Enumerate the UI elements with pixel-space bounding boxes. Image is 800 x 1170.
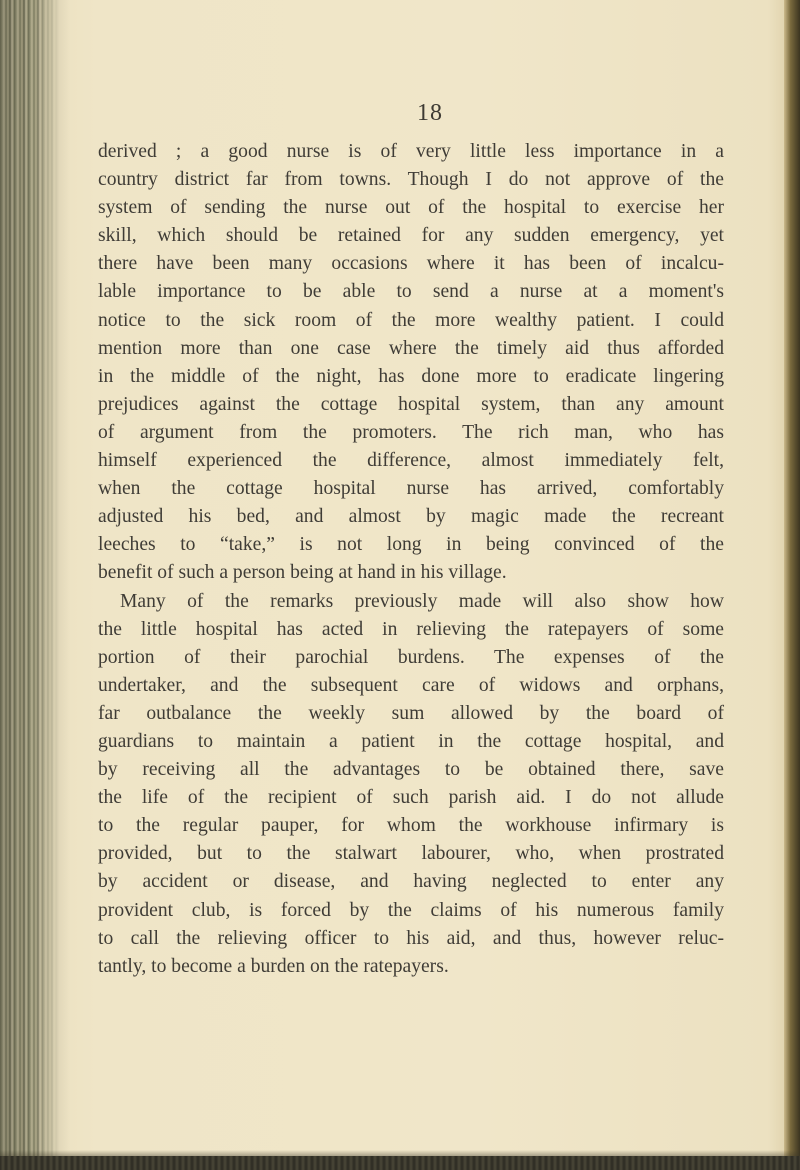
- text-line: the little hospital has acted in relieving the ratepayers of some: [98, 618, 724, 640]
- text-line: provident club, is forced by the claims of his numerous family: [98, 899, 724, 921]
- gutter-shadow: [0, 0, 70, 1170]
- text-line: when the cottage hospital nurse has arrived, comfortably: [98, 478, 724, 500]
- page-right-edge: [784, 0, 800, 1170]
- text-line: there have been many occasions where it has been of incalcu-: [98, 253, 724, 275]
- text-line: provided, but to the stalwart labourer, who, when prostrated: [98, 843, 724, 865]
- text-line: by receiving all the advantages to be obtained there, save: [98, 759, 724, 781]
- text-line: notice to the sick room of the more wealthy patient. I could: [98, 309, 724, 331]
- text-line: skill, which should be retained for any sudden emergency, yet: [98, 225, 724, 247]
- text-line: to call the relieving officer to his aid, and thus, however reluc-: [98, 927, 724, 949]
- text-line: prejudices against the cottage hospital system, than any amount: [98, 393, 724, 415]
- text-line: lable importance to be able to send a nurse at a moment's: [98, 281, 724, 303]
- text-line: of argument from the promoters. The rich man, who has: [98, 421, 724, 443]
- page-number: 18: [417, 100, 443, 126]
- text-line: by accident or disease, and having neglected to enter any: [98, 871, 724, 893]
- text-line: portion of their parochial burdens. The expenses of the: [98, 646, 724, 668]
- text-line: tantly, to become a burden on the ratepayers.: [98, 955, 449, 977]
- text-line: mention more than one case where the timely aid thus afforded: [98, 337, 724, 359]
- text-line: country district far from towns. Though I do not approve of the: [98, 169, 724, 191]
- text-line: to the regular pauper, for whom the workhouse infirmary is: [98, 815, 724, 837]
- text-line: Many of the remarks previously made will also show how: [120, 590, 724, 612]
- text-line: system of sending the nurse out of the hospital to exercise her: [98, 197, 724, 219]
- text-line: derived ; a good nurse is of very little less importance in a: [98, 141, 724, 162]
- page-bottom-edge: [0, 1156, 800, 1170]
- text-line: far outbalance the weekly sum allowed by the board of: [98, 702, 724, 724]
- text-line: benefit of such a person being at hand in his village.: [98, 562, 507, 584]
- text-line: guardians to maintain a patient in the cottage hospital, and: [98, 730, 724, 752]
- body-text: [98, 138, 724, 981]
- text-line: the life of the recipient of such parish aid. I do not allude: [98, 787, 724, 809]
- text-line: undertaker, and the subsequent care of widows and orphans,: [98, 674, 724, 696]
- text-line: in the middle of the night, has done more to eradicate lingering: [98, 365, 724, 387]
- text-line: himself experienced the difference, almost immediately felt,: [98, 450, 724, 472]
- text-line: adjusted his bed, and almost by magic made the recreant: [98, 506, 724, 528]
- text-line: leeches to “take,” is not long in being convinced of the: [98, 534, 724, 556]
